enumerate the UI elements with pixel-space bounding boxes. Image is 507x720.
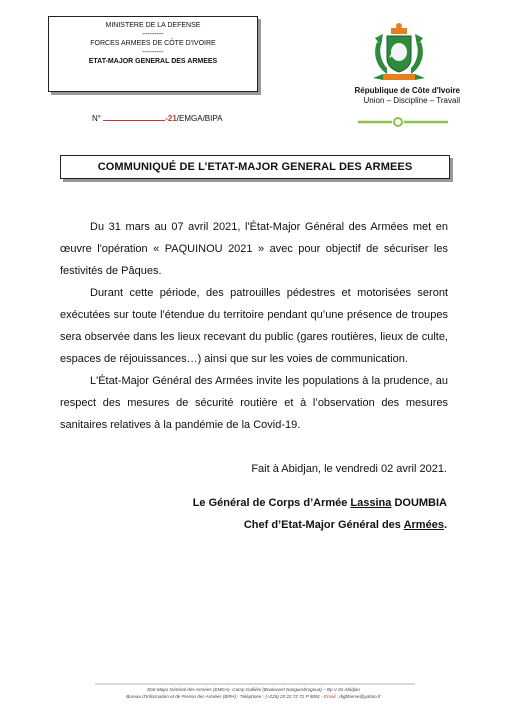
- footer-contact: [60, 693, 447, 700]
- separator: ---------: [142, 31, 164, 38]
- communique-body: [60, 216, 448, 436]
- signer-last-name: DOUMBIA: [391, 497, 447, 509]
- signer-first-name: Lassina: [350, 497, 392, 509]
- signer-title-end: .: [443, 519, 447, 531]
- separator: ---------: [142, 49, 164, 56]
- body-paragraph: Durant cette période, des patrouilles pédestres et motorisées seront exécutées sur toute l'étendue du territoire pendant qu’une présence de troupes sera observée dans les lieux recevant du public (gares routières, lieux de culte, espaces de réjouissances…) ainsi que sur les voies de communication.: [60, 287, 448, 365]
- place-and-date: Fait à Abidjan, le vendredi 02 avril 2021.: [251, 463, 447, 475]
- republic-motto: Union – Discipline – Travail: [363, 96, 460, 105]
- reference-number: [92, 113, 222, 123]
- signer-title-underlined: Armées: [403, 519, 444, 531]
- footer: [60, 686, 447, 700]
- reference-suffix: /EMGA/BIPA: [176, 114, 223, 123]
- issuer-header-box: [48, 16, 258, 92]
- motto-ornament-icon: [358, 117, 448, 127]
- signer-name: [60, 492, 447, 514]
- body-paragraph: Du 31 mars au 07 avril 2021, l'État-Major Général des Armées met en œuvre l'opération « PAQUINOU 2021 » avec pour objectif de sécuriser les festivités de Pâques.: [60, 221, 448, 277]
- footer-divider: [95, 683, 415, 685]
- ministry-label: MINISTERE DE LA DEFENSE: [105, 22, 201, 29]
- reference-blank: [103, 113, 165, 121]
- communique-title: COMMUNIQUÉ DE L’ETAT-MAJOR GENERAL DES ARMEES: [60, 155, 450, 179]
- signature-block: [60, 492, 447, 536]
- reference-prefix: N°: [92, 114, 101, 123]
- footer-email: digbherve@yahoo.fr: [338, 694, 381, 699]
- staff-label: ETAT-MAJOR GENERAL DES ARMEES: [88, 58, 218, 65]
- reference-digits: -21: [165, 114, 177, 123]
- coat-of-arms-icon: [369, 22, 429, 84]
- footer-address: Etat-Major Général des Armées (EMGA)- Camp Galliéni (Boulevard NanguiAbrogoua) – Bp V 01 Abidjan: [147, 687, 360, 692]
- forces-label: FORCES ARMEES DE CÔTE D'IVOIRE: [90, 40, 216, 47]
- signer-title: [60, 514, 447, 536]
- body-paragraph: L'État-Major Général des Armées invite les populations à la prudence, au respect des mesures de sécurité routière et à l’observation des mesures sanitaires relatives à la pandémie de la Covid-19.: [60, 375, 448, 431]
- footer-email-label: Email :: [324, 694, 339, 699]
- signer-rank: Le Général de Corps d’Armée: [192, 497, 351, 509]
- republic-name: République de Côte d'Ivoire: [354, 86, 460, 95]
- signer-title-text: Chef d’Etat-Major Général des: [243, 519, 404, 531]
- footer-phone: Bureau d’Information et de Presse des Armées (BIPA) : Téléphone : (+225) 20 22 72 72 P 5891 -: [126, 694, 325, 699]
- republic-block: [330, 86, 460, 106]
